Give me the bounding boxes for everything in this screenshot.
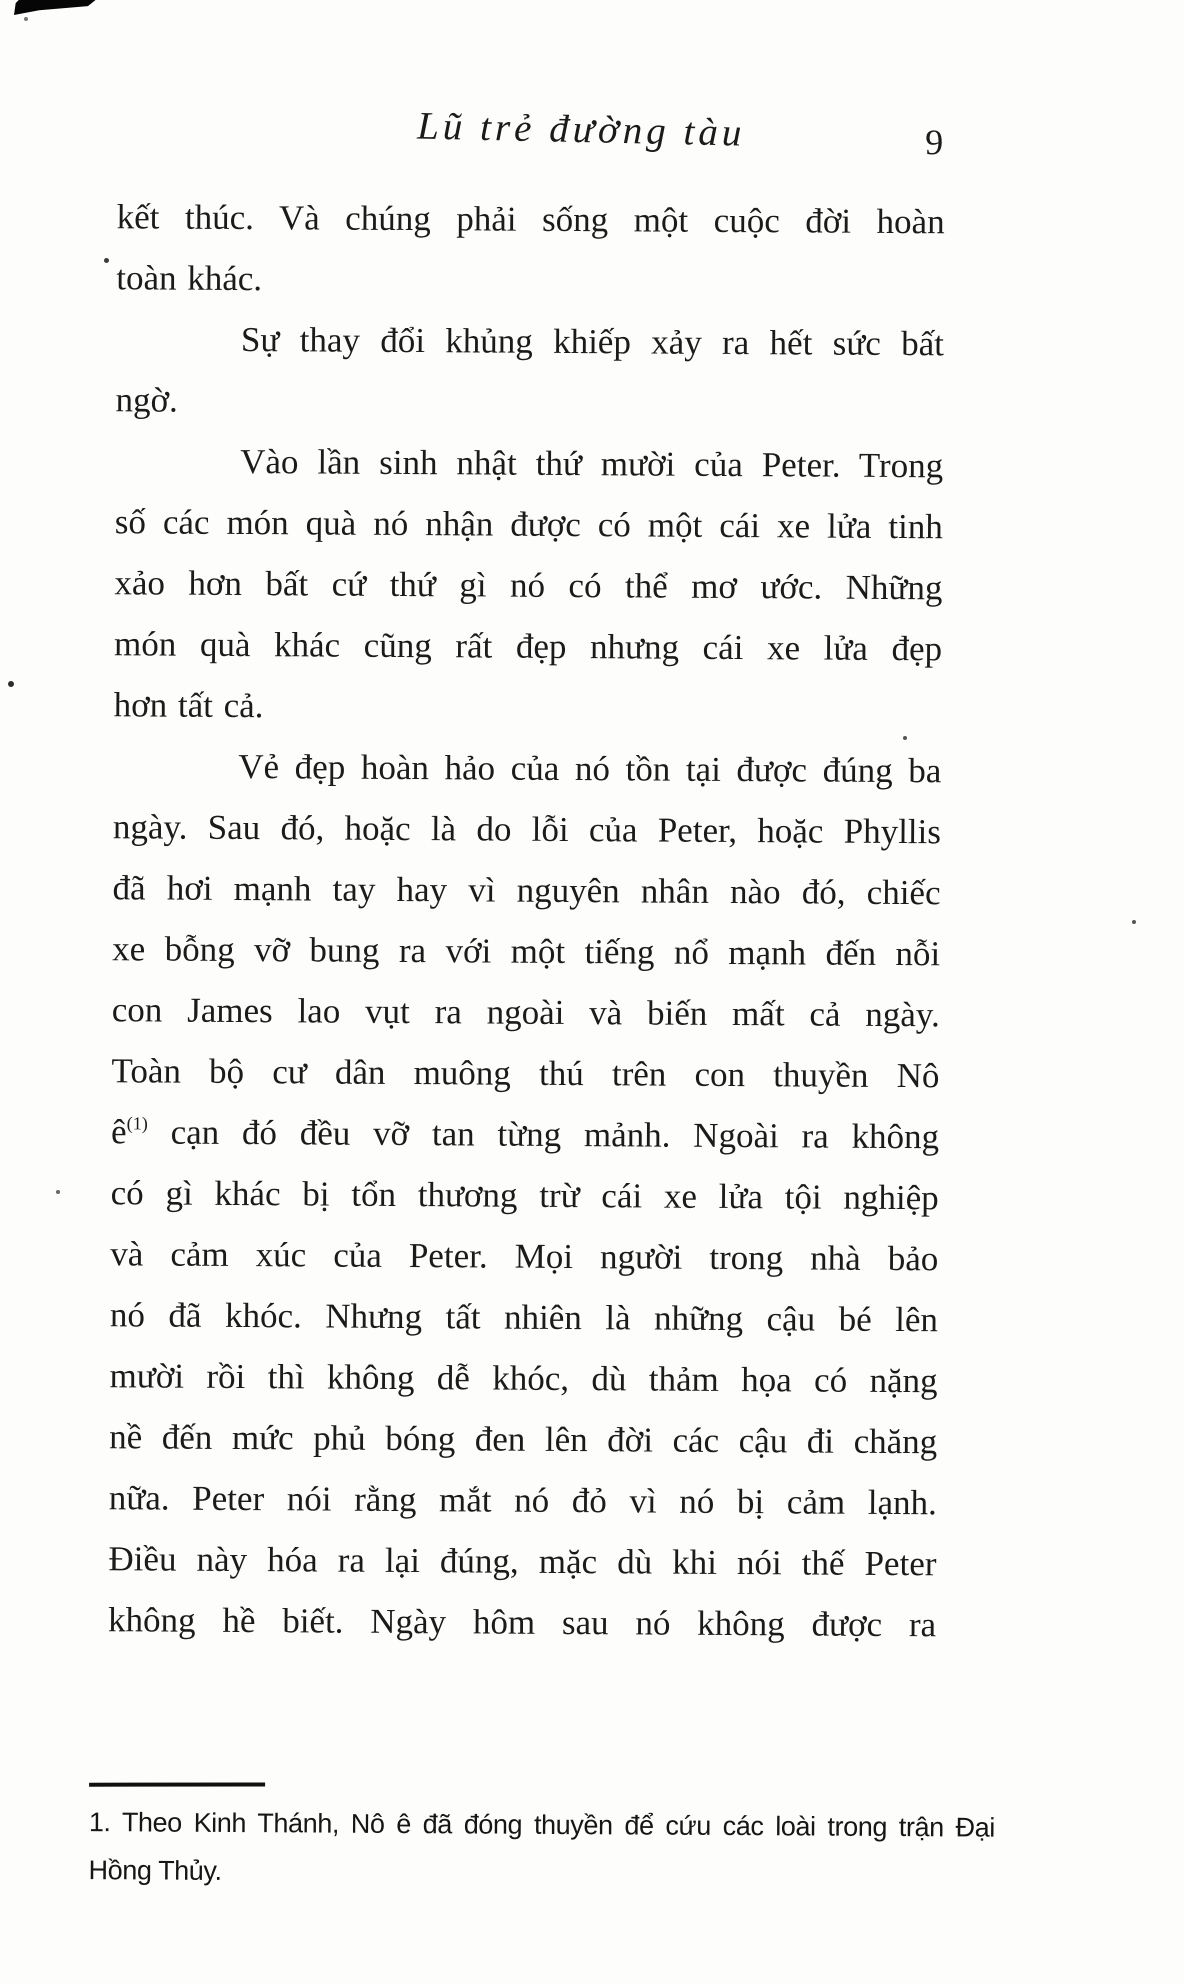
- text-line: Điều này hóa ra lại đúng, mặc dù khi nói thế Peter: [108, 1539, 937, 1584]
- text-line: [111, 1101, 939, 1167]
- text-segment: ê: [110, 1112, 127, 1152]
- footnote-line: Hồng Thủy.: [88, 1855, 222, 1886]
- page-number: 9: [925, 122, 944, 163]
- text-line: hơn tất cả.: [113, 685, 264, 726]
- text-line: Vẻ đẹp hoàn hảo của nó tồn tại được đúng ba: [238, 746, 942, 791]
- footnote-line: 1. Theo Kinh Thánh, Nô ê đã đóng thuyền để cứu các loài trong trận Đại: [88, 1807, 995, 1843]
- text-line: nề đến mức phủ bóng đen lên đời các cậu đi chăng: [109, 1417, 938, 1462]
- text-line: xe bỗng vỡ bung ra với một tiếng nổ mạnh đến nỗi: [112, 929, 941, 974]
- scan-speck: [104, 258, 109, 263]
- footnote-marker: (1): [126, 1113, 148, 1134]
- text-line: nữa. Peter nói rằng mắt nó đỏ vì nó bị cảm lạnh.: [108, 1478, 937, 1523]
- scan-speck: [24, 17, 28, 21]
- text-line: ngày. Sau đó, hoặc là do lỗi của Peter, hoặc Phyllis: [112, 807, 942, 852]
- text-line: số các món quà nó nhận được có một cái xe lửa tinh: [114, 502, 943, 547]
- text-line: món quà khác cũng rất đẹp nhưng cái xe lửa đẹp: [113, 624, 943, 669]
- text-line: và cảm xúc của Peter. Mọi người trong nhà bảo: [110, 1234, 939, 1279]
- scan-speck: [1132, 920, 1136, 924]
- text-line: Sự thay đổi khủng khiếp xảy ra hết sức bất: [240, 319, 945, 364]
- text-line: nó đã khóc. Nhưng tất nhiên là những cậu bé lên: [109, 1295, 939, 1340]
- scan-speck: [8, 681, 14, 687]
- page-header: [117, 104, 945, 179]
- text-line: xảo hơn bất cứ thứ gì nó có thể mơ ước. Những: [114, 563, 943, 608]
- text-line: đã hơi mạnh tay hay vì nguyên nhân nào đó, chiếc: [112, 868, 941, 913]
- text-line: không hề biết. Ngày hôm sau nó không được ra: [107, 1600, 937, 1645]
- scan-speck: [903, 736, 907, 740]
- text-line: con James lao vụt ra ngoài và biến mất cả ngày.: [111, 990, 940, 1035]
- running-title: Lũ trẻ đường tàu: [416, 104, 746, 155]
- text-line: Vào lần sinh nhật thứ mười của Peter. Trong: [240, 441, 944, 486]
- footnote-divider: [89, 1783, 265, 1787]
- text-line: toàn khác.: [116, 258, 263, 299]
- body-text: [108, 186, 945, 1655]
- text-line: mười rồi thì không dễ khóc, dù thảm họa có nặng: [109, 1356, 938, 1401]
- text-line: kết thúc. Và chúng phải sống một cuộc đời hoàn: [116, 197, 945, 242]
- footnote: [88, 1798, 995, 1900]
- text-line: có gì khác bị tổn thương trừ cái xe lửa tội nghiệp: [110, 1173, 939, 1218]
- text-line: ngờ.: [115, 380, 178, 420]
- scan-speck: [56, 1190, 60, 1194]
- text-segment: cạn đó đều vỡ tan từng mảnh. Ngoài ra không: [147, 1112, 940, 1157]
- text-line: Toàn bộ cư dân muông thú trên con thuyền Nô: [111, 1051, 940, 1096]
